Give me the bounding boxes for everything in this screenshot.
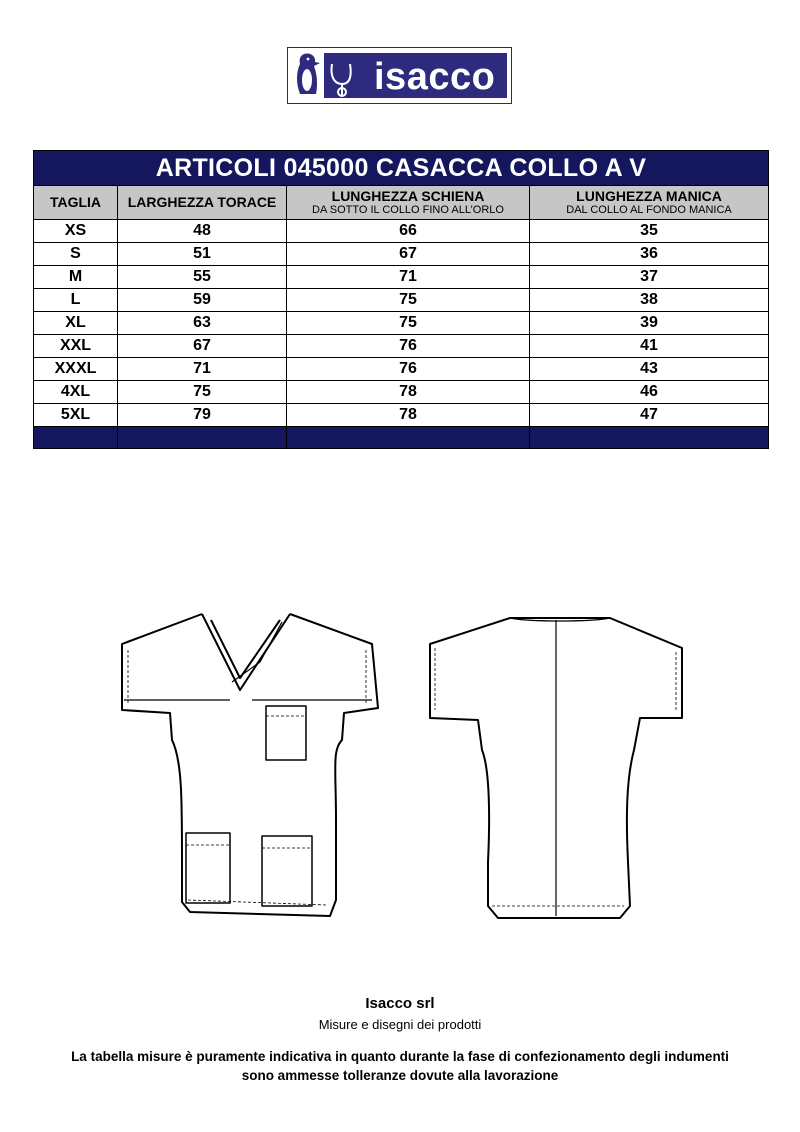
sleeve-length-cell: 36	[530, 243, 769, 266]
sleeve-length-cell: 38	[530, 289, 769, 312]
table-title: ARTICOLI 045000 CASACCA COLLO A V	[34, 151, 769, 186]
back-length-cell: 76	[287, 335, 530, 358]
table-row	[34, 266, 769, 289]
chest-width-cell: 51	[118, 243, 287, 266]
size-cell: XXL	[34, 335, 118, 358]
table-row	[34, 312, 769, 335]
column-header: LARGHEZZA TORACE	[118, 186, 287, 220]
size-table	[33, 150, 769, 449]
size-cell: L	[34, 289, 118, 312]
back-length-cell: 67	[287, 243, 530, 266]
size-cell: M	[34, 266, 118, 289]
table-row	[34, 289, 769, 312]
chest-width-cell: 48	[118, 220, 287, 243]
back-length-cell: 75	[287, 312, 530, 335]
logo-text: isacco	[374, 56, 496, 98]
table-row	[34, 358, 769, 381]
disclaimer-line: La tabella misure è puramente indicativa in quanto durante la fase di confezionamento degli indumenti	[71, 1049, 729, 1064]
column-header: LUNGHEZZA MANICA DAL COLLO AL FONDO MANICA	[530, 186, 769, 220]
chest-width-cell: 71	[118, 358, 287, 381]
footer-subtitle: Misure e disegni dei prodotti	[318, 1017, 482, 1032]
table-footer-bar	[34, 427, 769, 449]
size-cell: XS	[34, 220, 118, 243]
sleeve-length-cell: 46	[530, 381, 769, 404]
table-row	[34, 404, 769, 427]
chest-width-cell: 75	[118, 381, 287, 404]
brand-logo	[287, 47, 512, 104]
back-length-cell: 78	[287, 381, 530, 404]
front-view-tunic	[122, 614, 378, 916]
table-row	[34, 243, 769, 266]
back-length-cell: 66	[287, 220, 530, 243]
size-cell: 4XL	[34, 381, 118, 404]
table-row	[34, 220, 769, 243]
sleeve-length-cell: 43	[530, 358, 769, 381]
back-length-cell: 78	[287, 404, 530, 427]
table-row	[34, 335, 769, 358]
size-cell: S	[34, 243, 118, 266]
back-length-cell: 76	[287, 358, 530, 381]
column-header: TAGLIA	[34, 186, 118, 220]
disclaimer	[40, 1047, 760, 1085]
disclaimer-line: sono ammesse tolleranze dovute alla lavorazione	[241, 1068, 559, 1083]
sleeve-length-cell: 41	[530, 335, 769, 358]
sleeve-length-cell: 47	[530, 404, 769, 427]
chest-width-cell: 67	[118, 335, 287, 358]
back-view-tunic	[430, 618, 682, 918]
back-length-cell: 75	[287, 289, 530, 312]
table-row	[34, 381, 769, 404]
chest-width-cell: 55	[118, 266, 287, 289]
column-subheader: DAL COLLO AL FONDO MANICA	[566, 203, 732, 216]
size-cell: 5XL	[34, 404, 118, 427]
column-header: LUNGHEZZA SCHIENA DA SOTTO IL COLLO FINO ALL’ORLO	[287, 186, 530, 220]
chest-width-cell: 63	[118, 312, 287, 335]
chest-width-cell: 59	[118, 289, 287, 312]
company-name: Isacco srl	[365, 995, 435, 1012]
table-header-row	[34, 186, 769, 220]
column-subheader: DA SOTTO IL COLLO FINO ALL’ORLO	[312, 203, 504, 216]
size-cell: XXXL	[34, 358, 118, 381]
size-cell: XL	[34, 312, 118, 335]
sleeve-length-cell: 35	[530, 220, 769, 243]
garment-drawing	[110, 600, 690, 930]
stethoscope-icon	[328, 62, 356, 100]
chest-width-cell: 79	[118, 404, 287, 427]
sleeve-length-cell: 39	[530, 312, 769, 335]
sleeve-length-cell: 37	[530, 266, 769, 289]
back-length-cell: 71	[287, 266, 530, 289]
